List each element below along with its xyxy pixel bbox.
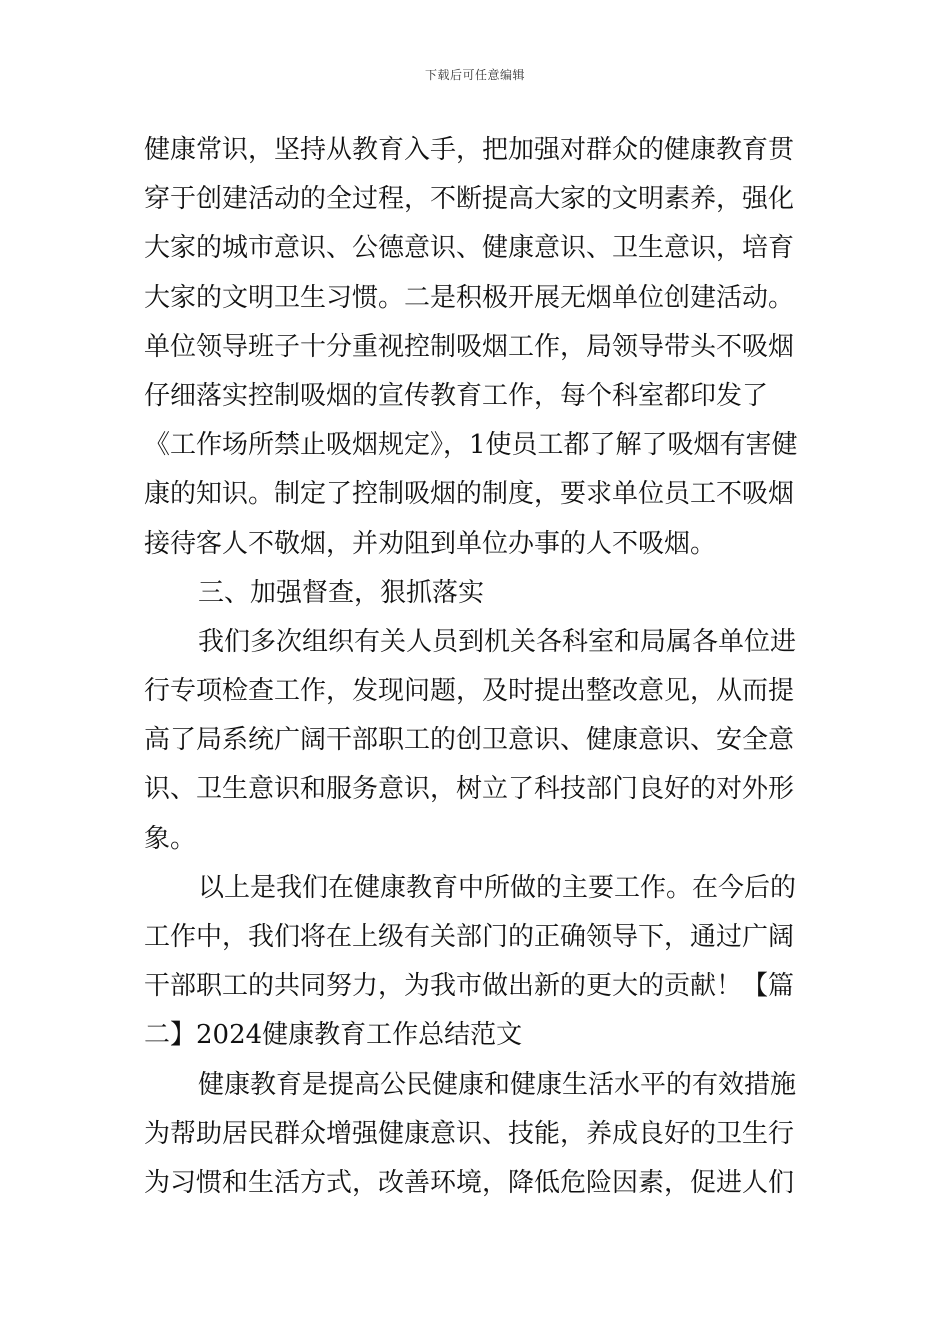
text-line: 干部职工的共同努力，为我市做出新的更大的贡献！【篇 bbox=[144, 971, 795, 1002]
text-line: 大家的文明卫生习惯。二是积极开展无烟单位创建活动。 bbox=[144, 282, 795, 313]
text-line: 为习惯和生活方式，改善环境，降低危险因素，促进人们 bbox=[144, 1167, 795, 1198]
text-line: 工作中，我们将在上级有关部门的正确领导下，通过广阔 bbox=[144, 922, 795, 952]
text-line: 为帮助居民群众增强健康意识、技能，养成良好的卫生行 bbox=[144, 1118, 795, 1149]
text-line: 健康常识，坚持从教育入手，把加强对群众的健康教育贯 bbox=[144, 135, 795, 165]
text-line: 《工作场所禁止吸烟规定》，1使员工都了解了吸烟有害健 bbox=[144, 430, 798, 461]
text-line: 行专项检查工作，发现问题，及时提出整改意见，从而提 bbox=[144, 676, 795, 707]
text-line: 单位领导班子十分重视控制吸烟工作，局领导带头不吸烟 bbox=[144, 331, 795, 362]
text-line: 象。 bbox=[144, 823, 197, 854]
text-line: 大家的城市意识、公德意识、健康意识、卫生意识，培育 bbox=[144, 233, 795, 264]
text-line: 健康教育是提高公民健康和健康生活水平的有效措施 bbox=[198, 1069, 797, 1100]
text-line: 康的知识。制定了控制吸烟的制度，要求单位员工不吸烟 bbox=[144, 479, 795, 510]
document-body bbox=[144, 126, 808, 1208]
text-line: 高了局系统广阔干部职工的创卫意识、健康意识、安全意 bbox=[144, 725, 795, 756]
text-line: 接待客人不敬烟，并劝阻到单位办事的人不吸烟。 bbox=[144, 528, 717, 559]
text-line: 二】2024健康教育工作总结范文 bbox=[144, 1020, 523, 1051]
page-header-note: 下载后可任意编辑 bbox=[424, 68, 525, 82]
text-line: 以上是我们在健康教育中所做的主要工作。在今后的 bbox=[198, 872, 797, 903]
text-line: 仔细落实控制吸烟的宣传教育工作，每个科室都印发了 bbox=[144, 380, 769, 411]
text-line: 穿于创建活动的全过程，不断提高大家的文明素养，强化 bbox=[144, 184, 795, 215]
section-heading: 三、加强督查，狠抓落实 bbox=[198, 577, 485, 608]
text-line: 我们多次组织有关人员到机关各科室和局属各单位进 bbox=[198, 626, 797, 657]
text-line: 识、卫生意识和服务意识，树立了科技部门良好的对外形 bbox=[144, 774, 795, 805]
